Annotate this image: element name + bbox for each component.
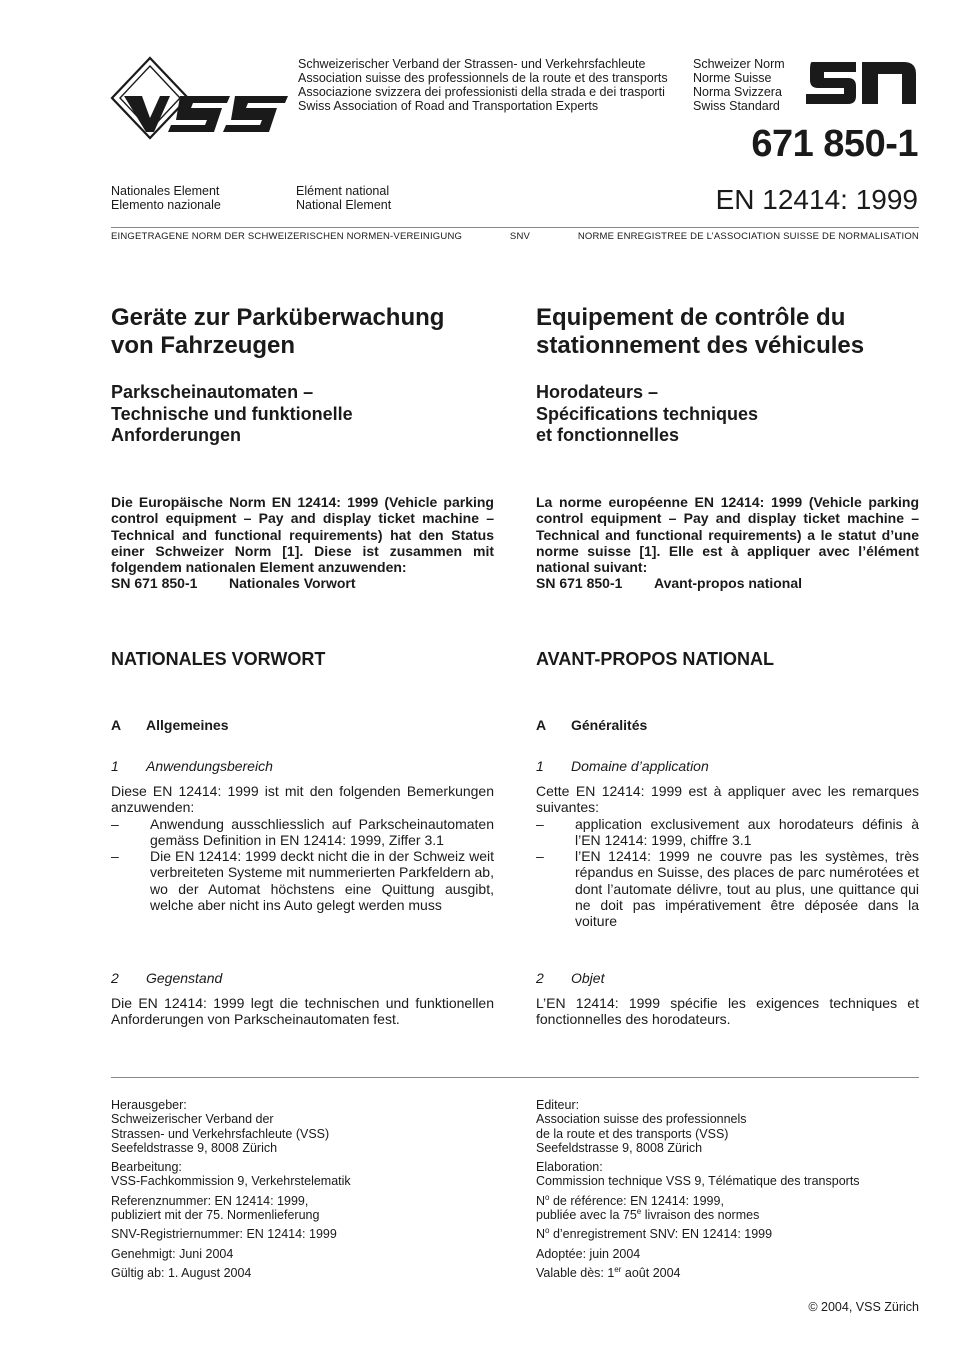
title-line: Geräte zur Parküberwachung (111, 304, 445, 331)
bullet-text: Anwendung ausschliesslich auf Parkscheinautomaten gemäss Definition in EN 12414: 1999, Ziffer 3.1 (150, 815, 494, 848)
clause-title: Anwendungsbereich (146, 758, 273, 774)
element-line: Elément national (296, 184, 390, 198)
valid-rest: août 2004 (621, 1265, 681, 1280)
reg-rest: d’enregistrement SNV: EN 12414: 1999 (549, 1227, 773, 1242)
norm-type: Swiss Standard (693, 99, 780, 113)
list-item (536, 848, 919, 929)
reference-block (111, 1194, 494, 1223)
publisher-line: Seefeldstrasse 9, 8008 Zürich (536, 1140, 703, 1155)
clause1-body-fr (536, 783, 919, 930)
bullet-dash: – (111, 848, 119, 865)
registration-line (111, 231, 919, 242)
registration-right: NORME ENREGISTREE DE L’ASSOCIATION SUISSE DE NORMALISATION (577, 231, 919, 242)
reference-line (536, 1194, 919, 1208)
publisher-line: de la route et des transports (VSS) (536, 1126, 729, 1141)
bullet-text: l’EN 12414: 1999 ne couvre pas les systèmes, très répandus en Suisse, des places de parc numérotées et dont l’automate délivre, tout au plus, une quittance qui ne doit pas impérativement être déposée dans la voiture (575, 848, 919, 930)
sn-mark-icon (804, 56, 920, 110)
publisher-block (536, 1098, 919, 1155)
reference-text: Avant-propos national (654, 575, 803, 592)
subtitle-fr (536, 382, 919, 447)
subsection-heading-fr (536, 717, 919, 734)
association-line: Association suisse des professionnels de la route et des transports (298, 71, 668, 85)
clause-number: 1 (536, 758, 544, 774)
valid-sup: er (614, 1264, 622, 1274)
bullet-dash: – (536, 848, 544, 865)
valid-date (536, 1266, 919, 1280)
approval-date: Adoptée: juin 2004 (536, 1246, 641, 1261)
norm-types (693, 57, 803, 113)
reference-line: Referenznummer: EN 12414: 1999, (111, 1193, 309, 1208)
header-divider (111, 227, 919, 228)
title-line: Equipement de contrôle du (536, 304, 846, 331)
footer-fr (536, 1098, 919, 1285)
bullet-dash: – (536, 815, 544, 832)
editing-label: Bearbeitung: (111, 1160, 182, 1175)
subsection-letter: A (111, 717, 122, 733)
title-line: von Fahrzeugen (111, 332, 296, 359)
subtitle-line: Technische und funktionelle (111, 403, 353, 424)
footer-de (111, 1098, 494, 1285)
approval-date: Genehmigt: Juni 2004 (111, 1246, 234, 1261)
norm-type: Norme Suisse (693, 71, 772, 85)
registration-left: EINGETRAGENE NORM DER SCHWEIZERISCHEN NORMEN-VEREINIGUNG (111, 231, 463, 242)
clause2-text-fr: L’EN 12414: 1999 spécifie les exigences techniques et fonctionnelles des horodateurs. (536, 995, 919, 1028)
bullet-dash: – (111, 815, 119, 832)
association-line: Swiss Association of Road and Transportation Experts (298, 99, 599, 113)
vss-diamond-logo-icon (110, 56, 290, 140)
ref-prefix: N (536, 1193, 546, 1208)
publisher-line: Schweizerischer Verband der (111, 1112, 274, 1127)
subsection-title: Allgemeines (146, 717, 229, 733)
list-item (536, 816, 919, 849)
editing-block (111, 1160, 494, 1189)
copyright: © 2004, VSS Zürich (808, 1300, 919, 1314)
clause-title: Gegenstand (146, 970, 223, 986)
subtitle-line: Anforderungen (111, 425, 241, 445)
title-fr (536, 304, 919, 360)
valid-prefix: Valable dès: 1 (536, 1265, 615, 1280)
editing-text: Commission technique VSS 9, Télématique des transports (536, 1174, 860, 1189)
subsection-letter: A (536, 717, 547, 733)
bullet-text: Die EN 12414: 1999 deckt nicht die in der Schweiz weit verbreiteten Systeme mit nummerierten Parkfeldern ab, wo der Automat höchstens eine Quittung ausgibt, welche aber nicht ins Auto gelegt werden muss (150, 848, 494, 914)
registration-center: SNV (509, 231, 531, 242)
reference-line (536, 1208, 919, 1222)
en-number: EN 12414: 1999 (715, 184, 918, 215)
subtitle-line: Horodateurs – (536, 382, 659, 402)
ref2-prefix: publiée avec la 75 (536, 1208, 637, 1223)
reference-code: SN 671 850-1 (111, 575, 198, 592)
reference-line: publiziert mit der 75. Normenlieferung (111, 1208, 320, 1223)
standard-number: 671 850-1 (751, 123, 918, 165)
clause-text: Cette EN 12414: 1999 est à appliquer avec les remarques suivantes: (536, 783, 919, 816)
element-label-de (111, 184, 221, 212)
clause1-heading-fr (536, 758, 919, 775)
reference-code: SN 671 850-1 (536, 575, 623, 592)
valid-date: Gültig ab: 1. August 2004 (111, 1265, 252, 1280)
footer-divider (111, 1077, 919, 1078)
publisher-label: Editeur: (536, 1098, 580, 1112)
clause2-heading-de (111, 970, 494, 987)
ref-sup: o (545, 1192, 550, 1202)
element-line: National Element (296, 198, 392, 212)
clause2-heading-fr (536, 970, 919, 987)
publisher-label: Herausgeber: (111, 1098, 187, 1112)
subsection-title: Généralités (571, 717, 648, 733)
editing-label: Elaboration: (536, 1160, 603, 1175)
clause-text: Diese EN 12414: 1999 ist mit den folgenden Bemerkungen anzuwenden: (111, 783, 494, 816)
publisher-line: Strassen- und Verkehrsfachleute (VSS) (111, 1126, 330, 1141)
clause1-heading-de (111, 758, 494, 775)
clause-number: 1 (111, 758, 119, 774)
ref-rest: de référence: EN 12414: 1999, (549, 1193, 724, 1208)
title-de (111, 304, 494, 360)
subtitle-line: et fonctionnelles (536, 425, 680, 445)
reg-prefix: N (536, 1227, 546, 1242)
element-line: Nationales Element (111, 184, 220, 198)
subsection-heading-de (111, 717, 494, 734)
publisher-line: Association suisse des professionnels (536, 1112, 747, 1127)
association-line: Schweizerischer Verband der Strassen- und Verkehrsfachleute (298, 57, 646, 71)
registry-number: SNV-Registriernummer: EN 12414: 1999 (111, 1227, 337, 1242)
subtitle-line: Parkscheinautomaten – (111, 382, 314, 402)
editing-block (536, 1160, 919, 1189)
element-label-fr (296, 184, 391, 212)
title-line: stationnement des véhicules (536, 332, 865, 359)
clause-number: 2 (536, 970, 544, 986)
intro-de (111, 494, 494, 592)
association-line: Associazione svizzera dei professionisti della strada e dei trasporti (298, 85, 665, 99)
clause-title: Objet (571, 970, 605, 986)
section-title-de: NATIONALES VORWORT (111, 649, 326, 669)
clause-number: 2 (111, 970, 119, 986)
reg-sup: o (545, 1226, 550, 1236)
clause-title: Domaine d’application (571, 758, 709, 774)
intro-text: Die Europäische Norm EN 12414: 1999 (Vehicle parking control equipment – Pay and display ticket machine – Technical and functional requirements) hat den Status einer Schweizer Norm [1]. Diese ist zusammen mit folgendem nationalen Element anzuwenden: (111, 494, 494, 576)
ref2-sup: e (636, 1206, 642, 1216)
registry-number (536, 1227, 919, 1241)
norm-type: Norma Svizzera (693, 85, 782, 99)
intro-fr (536, 494, 919, 592)
intro-text: La norme européenne EN 12414: 1999 (Vehicle parking control equipment – Pay and display ticket machine – Technical and functional requirements) a le statut d’une norme suisse [1]. Elle est à appliquer avec l’élément national suivant: (536, 494, 919, 576)
publisher-line: Seefeldstrasse 9, 8008 Zürich (111, 1140, 278, 1155)
reference-block (536, 1194, 919, 1223)
publisher-block (111, 1098, 494, 1155)
section-title-fr: AVANT-PROPOS NATIONAL (536, 649, 774, 669)
element-line: Elemento nazionale (111, 198, 221, 212)
subtitle-line: Spécifications techniques (536, 403, 759, 424)
list-item (111, 816, 494, 849)
list-item (111, 848, 494, 913)
association-names (298, 57, 688, 113)
reference-text: Nationales Vorwort (229, 575, 356, 592)
intro-reference (111, 575, 494, 591)
clause1-body-de (111, 783, 494, 913)
ref2-rest: livraison des normes (641, 1208, 760, 1223)
intro-reference (536, 575, 919, 591)
editing-text: VSS-Fachkommission 9, Verkehrstelematik (111, 1174, 351, 1189)
norm-type: Schweizer Norm (693, 57, 785, 71)
bullet-text: application exclusivement aux horodateurs définis à l’EN 12414: 1999, chiffre 3.1 (575, 815, 919, 848)
clause2-text-de: Die EN 12414: 1999 legt die technischen und funktionellen Anforderungen von Parkscheinautomaten fest. (111, 995, 494, 1028)
subtitle-de (111, 382, 494, 447)
